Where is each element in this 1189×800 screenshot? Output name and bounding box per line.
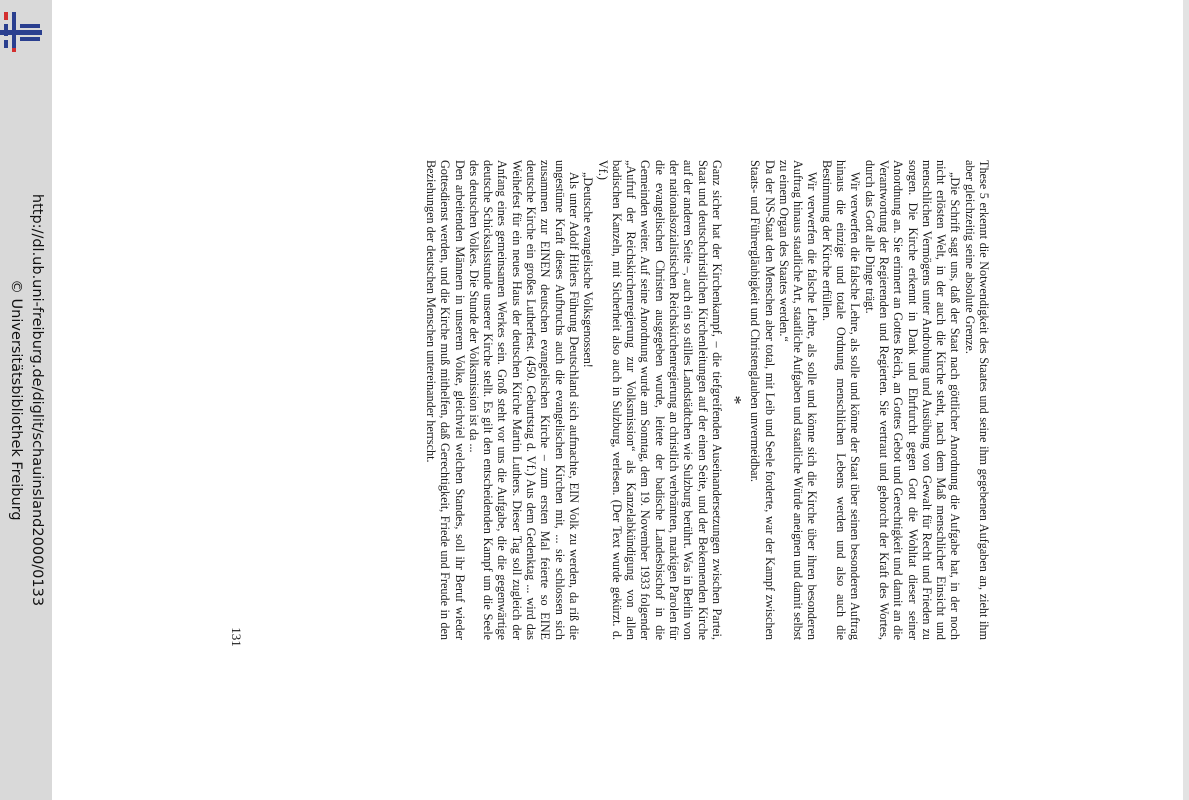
section-separator: * bbox=[724, 395, 745, 405]
paragraph: These 5 erkennt die Notwendigkeit des Staates und seine ihm gegebenen Aufgaben an, zieht ihm aber gleichzeitig seine absolute Grenze. bbox=[962, 160, 991, 640]
paragraph: Wir verwerfen die falsche Lehre, als solle und könne sich die Kirche über ihren besonderen Auftrag hinaus staatliche Art, staatliche Aufgaben und staatliche Würde aneignen und damit selbst zu einem Organ des Staates werden.“ bbox=[776, 160, 820, 640]
viewer-edge bbox=[1183, 0, 1189, 800]
source-url[interactable]: http://dl.ub.uni-freiburg.de/diglit/schauinsland2000/0133 bbox=[29, 193, 45, 607]
paragraph: Ganz sicher hat der Kirchenkampf, – die tiefgreifenden Auseinandersetzungen zwischen Partei, Staat und deutschchristlichen Kirchenleitungen auf der einen Seite, und der Bekennenden Kirche auf der anderen Seite –, auch ein so stilles Landstädtchen wie Sulzburg berührt. Was in Berlin von der nationalsozialistischen Reichskirchenregierung an christlich verbrämten, markigen Parolen für die evangelischen Christen ausgegeben wurde, leitete der badische Landesbischof in die Gemeinden weiter. Auf seine Anordnung wurde am Sonntag, dem 19. November 1933 folgender „Aufruf der Reichskirchenregierung zur Volksmission“ als Kanzelabkündigung von allen badischen Kanzeln, mit Sicherheit also auch in Sulzburg, verlesen. (Der Text wurde gekürzt. d. Vf.) bbox=[595, 160, 724, 640]
rotated-page-content bbox=[281, 160, 991, 640]
document-body bbox=[281, 160, 991, 640]
page-number: 131 bbox=[229, 627, 244, 647]
paragraph: „Deutsche evangelische Volksgenossen! bbox=[581, 172, 596, 368]
paragraph: Als unter Adolf Hitlers Führung Deutschland sich aufmachte, EIN Volk zu werden, da riß die ungestüme Kraft dieses Aufbruchs auch die evangelischen Kirchen mit, ... sie schlossen sich zusammen zur EINEN deutschen evangelischen Kirche – zum ersten Mal feierte so EINE deutsche Kirche ein großes Lutherfest. (450. Geburtstag d. Vf.) Aus dem Gedenktag ... wird das Weihefest für ein neues Haus der deutschen Kirche Martin Luthers. Dieser Tag soll zugleich der Anfang eines gemeinsamen Werkes sein. Groß steht vor uns die Aufgabe, die die gegenwärtige deutsche Schicksalsstunde unserer Kirche stellt. Es gilt den entscheidenden Kampf um die Seele des deutschen Volkes. Die Stunde der Volksmission ist da ... bbox=[466, 160, 581, 640]
paragraph: Den arbeitenden Männern in unserem Volke, gleichviel welchen Standes, soll ihr Beruf wieder Gottesdienst werden, und die Kirche muß mithelfen, daß Gerechtigkeit, Friede und Freude in den Beziehungen der deutschen Menschen untereinander herrscht. bbox=[424, 160, 467, 640]
paragraph: Wir verwerfen die falsche Lehre, als solle und könne der Staat über seinen besonderen Auftrag hinaus die einzige und totale Ordnung menschlichen Lebens werden und also auch die Bestimmung der Kirche erfüllen. bbox=[819, 160, 863, 640]
paragraph: Da der NS-Staat den Menschen aber total, mit Leib und Seele forderte, war der Kampf zwischen Staats- und Führergläubigkeit und Christenglauben unvermeidbar. bbox=[748, 160, 777, 640]
copyright-notice: © Universitätsbibliothek Freiburg bbox=[8, 279, 24, 521]
paragraph: „Die Schrift sagt uns, daß der Staat nach göttlicher Anordnung die Aufgabe hat, in der noch nicht erlösten Welt, in der auch die Kirche steht, nach dem Maß menschlicher Einsicht und menschlichen Vermögens unter Androhung und Ausübung von Gewalt für Recht und Frieden zu sorgen. Die Kirche erkennt in Dank und Ehrfurcht gegen Gott die Wohltat dieser seiner Anordnung an. Sie erinnert an Gottes Reich, an Gottes Gebot und Gerechtigkeit und damit an die Verantwortung der Regierenden und Regierten. Sie vertraut und gehorcht der Kraft des Wortes, durch das Gott alle Dinge trägt. bbox=[862, 160, 963, 640]
